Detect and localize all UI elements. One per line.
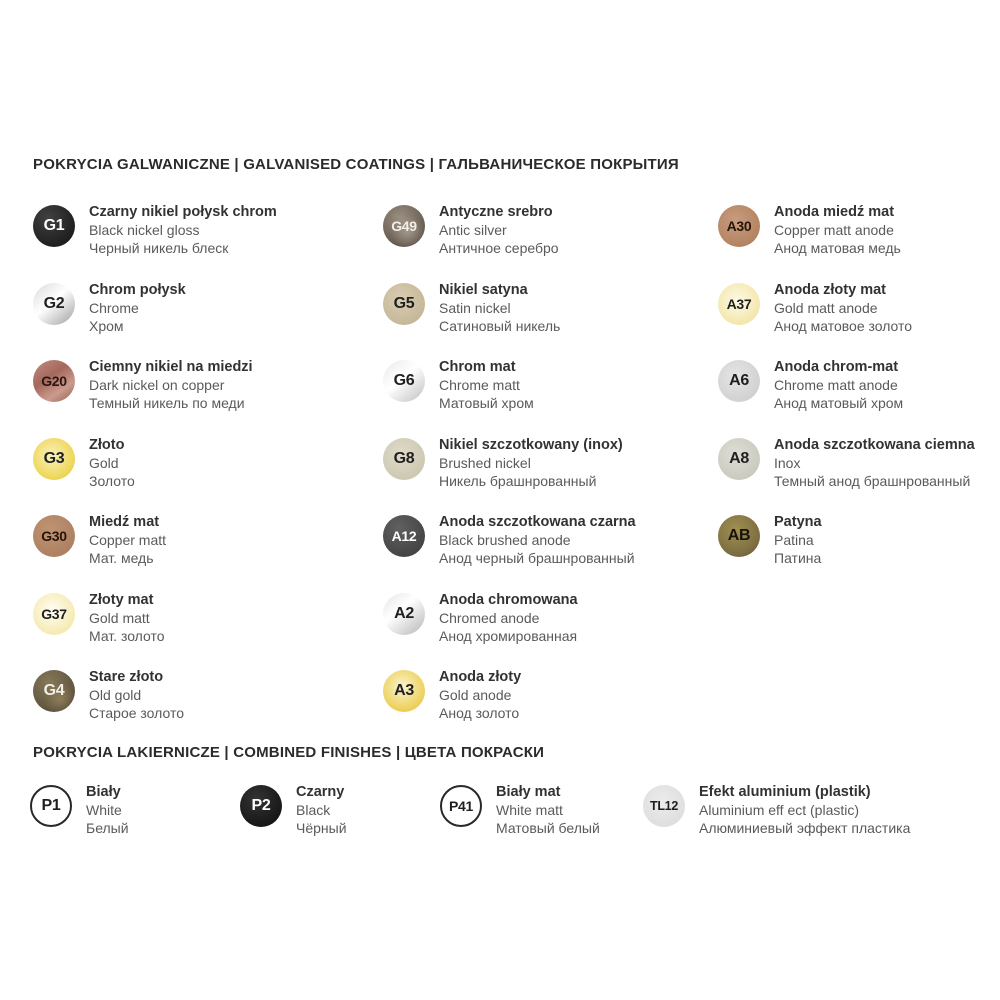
finish-row-g6 [383, 358, 636, 413]
finish-name-pl: Anoda chrom-mat [774, 359, 899, 375]
finish-name-pl: Patyna [774, 514, 822, 530]
finish-name-ru: Матовый белый [496, 820, 600, 836]
finish-labels-g6 [439, 358, 534, 412]
finish-name-en: Antic silver [439, 222, 507, 238]
finish-code-p1: P1 [41, 797, 61, 814]
finish-code-p2: P2 [251, 797, 271, 814]
swatch-g1 [33, 205, 75, 247]
swatch-g6 [383, 360, 425, 402]
finish-code-g3: G3 [43, 449, 65, 467]
finish-name-en: Black brushed anode [439, 532, 571, 548]
finish-name-en: Black [296, 802, 331, 818]
finish-labels-p41 [496, 783, 600, 837]
finish-name-pl: Ciemny nikiel na miedzi [89, 359, 253, 375]
finish-row-g49 [383, 203, 636, 258]
finish-name-pl: Czarny [296, 784, 345, 800]
swatch-g2 [33, 283, 75, 325]
finish-row-a30 [718, 203, 975, 258]
finish-row-g37 [33, 591, 277, 646]
finish-labels-g37 [89, 591, 165, 645]
finish-name-ru: Алюминиевый эффект пластика [699, 820, 911, 836]
finish-row-g1 [33, 203, 277, 258]
finish-labels-p1 [86, 783, 129, 837]
swatch-a2 [383, 593, 425, 635]
finish-code-a30: A30 [726, 218, 752, 234]
finish-row-g3 [33, 436, 277, 491]
finish-name-ru: Сатиновый никель [439, 317, 561, 334]
finish-name-ru: Белый [86, 820, 129, 836]
finish-name-ru: Старое золото [89, 705, 184, 721]
finish-name-pl: Złoto [89, 436, 125, 453]
finish-labels-a2 [439, 591, 578, 645]
finish-name-ru: Золото [89, 472, 135, 489]
galvanised-column-3 [718, 203, 975, 591]
swatch-ab [718, 515, 760, 557]
finish-name-ru: Мат. медь [89, 550, 154, 566]
finish-name-ru: Анод черный брашнрованный [439, 550, 635, 566]
swatch-a8 [718, 438, 760, 480]
finish-row-a6 [718, 358, 975, 413]
finish-row-a37 [718, 281, 975, 336]
finish-labels-a12 [439, 513, 636, 567]
finish-row-a12 [383, 513, 636, 568]
finish-row-g8 [383, 436, 636, 491]
finish-name-en: Patina [774, 532, 814, 548]
swatch-a37 [718, 283, 760, 325]
finish-row-g5 [383, 281, 636, 336]
finish-labels-g20 [89, 358, 253, 412]
swatch-p2 [240, 785, 282, 827]
swatch-g49 [383, 205, 425, 247]
finish-labels-g5 [439, 281, 560, 335]
finish-labels-g4 [89, 668, 184, 722]
finish-name-ru: Анод матовое золото [774, 317, 913, 334]
finish-name-en: Brushed nickel [439, 454, 531, 471]
finish-name-ru: Хром [89, 317, 124, 334]
swatch-g4 [33, 670, 75, 712]
finish-name-ru: Анод золото [439, 705, 520, 721]
finish-name-en: Black nickel gloss [89, 222, 200, 238]
finish-name-en: Aluminium eff ect (plastic) [699, 802, 860, 818]
finish-name-en: Gold matt anode [774, 299, 878, 316]
finish-name-en: Chrome matt [439, 377, 520, 393]
finish-code-g8: G8 [393, 449, 415, 467]
finish-name-pl: Anoda złoty mat [774, 281, 886, 298]
finish-name-pl: Chrom mat [439, 359, 516, 375]
finish-code-a2: A2 [394, 604, 414, 622]
finish-code-g49: G49 [391, 218, 417, 234]
swatch-p41 [440, 785, 482, 827]
finish-row-a3 [383, 668, 636, 723]
finish-name-ru: Патина [774, 550, 822, 566]
finish-code-a8: A8 [729, 449, 749, 467]
swatch-a12 [383, 515, 425, 557]
finish-code-a3: A3 [394, 682, 414, 699]
swatch-g3 [33, 438, 75, 480]
finish-row-p1 [30, 783, 129, 837]
finish-name-pl: Anoda szczotkowana czarna [439, 514, 636, 530]
galvanised-column-2 [383, 203, 636, 746]
finish-name-en: Old gold [89, 687, 142, 703]
finish-name-en: Gold anode [439, 687, 512, 703]
finish-labels-g1 [89, 203, 277, 257]
finish-name-pl: Nikiel satyna [439, 281, 528, 298]
finish-code-a12: A12 [391, 528, 417, 544]
finish-labels-ab [774, 513, 822, 567]
finish-labels-a6 [774, 358, 903, 412]
finish-name-pl: Złoty mat [89, 591, 154, 608]
finish-labels-tl12 [699, 783, 910, 837]
finish-labels-a37 [774, 281, 912, 335]
swatch-a6 [718, 360, 760, 402]
finish-name-en: Chromed anode [439, 609, 540, 626]
finish-name-en: Copper matt [89, 532, 167, 548]
finish-row-tl12 [643, 783, 910, 837]
finish-name-ru: Темный анод брашнрованный [774, 472, 971, 489]
finish-name-en: Dark nickel on copper [89, 377, 225, 393]
finish-name-ru: Чёрный [296, 820, 347, 836]
finish-row-g4 [33, 668, 277, 723]
finish-name-ru: Никель брашнрованный [439, 472, 597, 489]
swatch-g30 [33, 515, 75, 557]
finish-code-g4: G4 [43, 682, 65, 699]
finish-code-g1: G1 [43, 217, 65, 234]
swatch-g8 [383, 438, 425, 480]
swatch-a3 [383, 670, 425, 712]
finish-row-a8 [718, 436, 975, 491]
finish-labels-g8 [439, 436, 623, 490]
finish-name-pl: Stare złoto [89, 669, 164, 685]
finish-labels-a30 [774, 203, 901, 257]
finish-code-g2: G2 [43, 294, 65, 312]
finish-name-pl: Biały [86, 784, 121, 800]
swatch-g20 [33, 360, 75, 402]
finish-name-pl: Biały mat [496, 784, 561, 800]
finish-name-en: White matt [496, 802, 563, 818]
finish-row-ab [718, 513, 975, 568]
finish-name-en: Copper matt anode [774, 222, 894, 238]
finish-name-en: Gold matt [89, 609, 150, 626]
finish-labels-p2 [296, 783, 347, 837]
finish-row-a2 [383, 591, 636, 646]
finish-name-pl: Anoda chromowana [439, 591, 578, 608]
finish-name-en: Satin nickel [439, 299, 511, 316]
finish-row-g30 [33, 513, 277, 568]
finish-name-ru: Мат. золото [89, 627, 165, 644]
finish-name-pl: Miedź mat [89, 514, 160, 530]
finish-name-ru: Матовый хром [439, 395, 534, 411]
galvanised-column-1 [33, 203, 277, 746]
finish-name-en: Inox [774, 454, 801, 471]
finish-code-ab: AB [727, 527, 751, 544]
finish-row-g2 [33, 281, 277, 336]
finish-name-en: White [86, 802, 122, 818]
finish-name-ru: Темный никель по меди [89, 395, 245, 411]
finish-code-p41: P41 [448, 798, 473, 814]
finish-row-p41 [440, 783, 600, 837]
combined-finishes-section-title: POKRYCIA LAKIERNICZE | COMBINED FINISHES | ЦВЕТА ПОКРАСКИ [33, 744, 545, 761]
finish-code-tl12: TL12 [650, 799, 678, 813]
finish-name-ru: Анод хромированная [439, 627, 578, 644]
finish-code-g20: G20 [41, 373, 67, 389]
finish-name-en: Chrome [89, 299, 139, 316]
finish-labels-a8 [774, 436, 975, 490]
finish-name-ru: Черный никель блеск [89, 240, 229, 256]
finish-code-g6: G6 [393, 372, 415, 389]
finish-labels-a3 [439, 668, 521, 722]
finish-name-ru: Античное серебро [439, 240, 559, 256]
finish-row-p2 [240, 783, 347, 837]
finish-labels-g3 [89, 436, 135, 490]
finish-name-ru: Анод матовый хром [774, 395, 904, 411]
finish-name-pl: Anoda miedź mat [774, 204, 895, 220]
finish-code-g37: G37 [41, 605, 67, 622]
swatch-p1 [30, 785, 72, 827]
finish-name-pl: Nikiel szczotkowany (inox) [439, 436, 623, 453]
finish-row-g20 [33, 358, 277, 413]
finish-name-pl: Efekt aluminium (plastik) [699, 784, 871, 800]
finish-code-a37: A37 [726, 295, 752, 312]
finish-code-g5: G5 [393, 294, 415, 312]
finish-labels-g2 [89, 281, 186, 335]
finish-labels-g30 [89, 513, 166, 567]
swatch-a30 [718, 205, 760, 247]
swatch-tl12 [643, 785, 685, 827]
finish-name-en: Chrome matt anode [774, 377, 898, 393]
finish-name-pl: Anoda szczotkowana ciemna [774, 436, 975, 453]
swatch-g5 [383, 283, 425, 325]
finish-labels-g49 [439, 203, 559, 257]
finish-name-pl: Czarny nikiel połysk chrom [89, 204, 277, 220]
finish-code-a6: A6 [729, 372, 749, 389]
finish-name-ru: Анод матовая медь [774, 240, 901, 256]
finish-name-pl: Chrom połysk [89, 281, 186, 298]
finish-name-pl: Anoda złoty [439, 669, 522, 685]
galvanised-coatings-section-title: POKRYCIA GALWANICZNE | GALVANISED COATINGS | ГАЛЬВАНИЧЕСКОЕ ПОКРЫТИЯ [33, 156, 679, 173]
finish-code-g30: G30 [41, 528, 67, 544]
finish-name-pl: Antyczne srebro [439, 204, 553, 220]
swatch-g37 [33, 593, 75, 635]
finish-name-en: Gold [89, 454, 119, 471]
